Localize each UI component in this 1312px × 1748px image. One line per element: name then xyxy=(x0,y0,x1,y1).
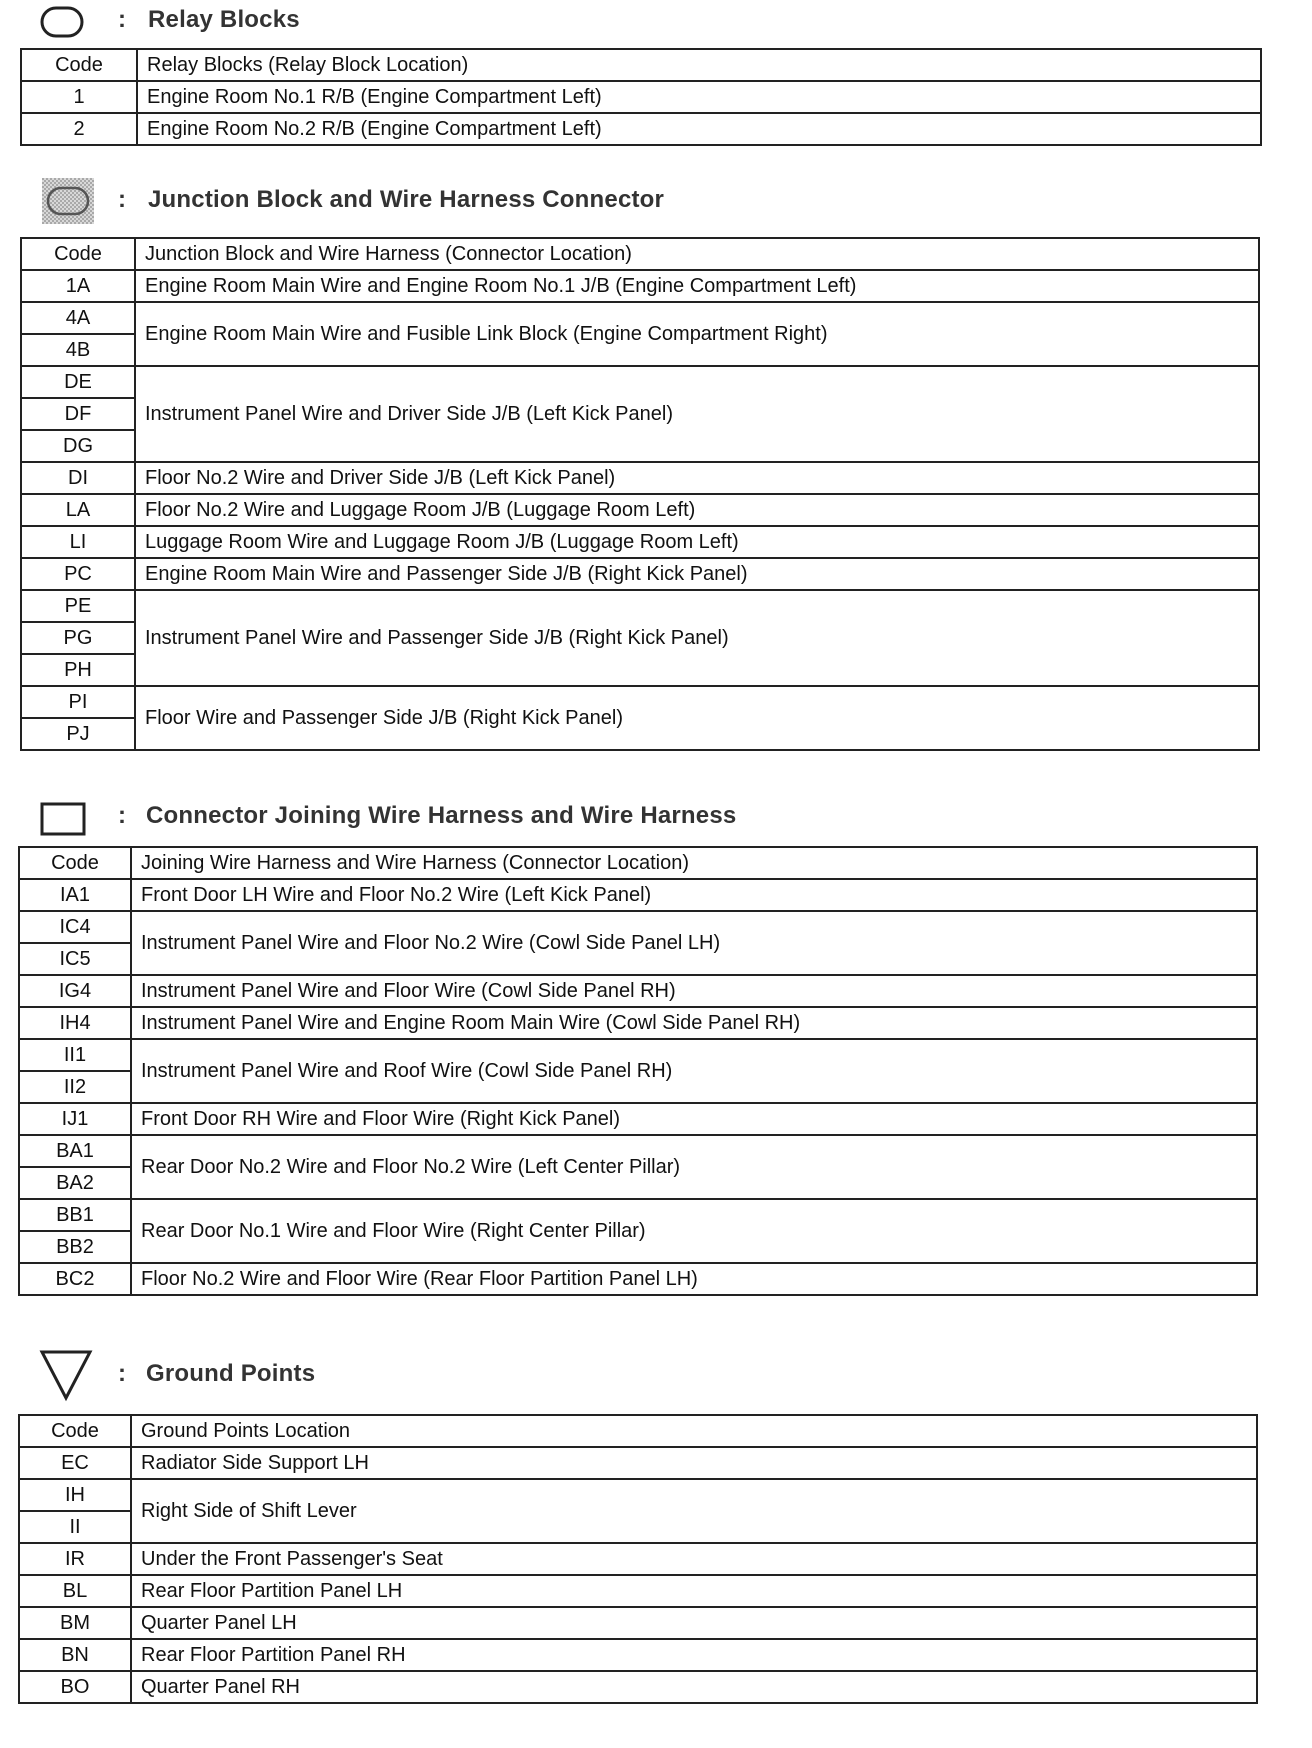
heading-colon: : xyxy=(118,186,126,213)
table-header-row xyxy=(21,238,1259,270)
row-desc: Quarter Panel RH xyxy=(131,1671,1257,1703)
row-code: DF xyxy=(21,398,135,430)
table-row xyxy=(21,462,1259,494)
row-code: IA1 xyxy=(19,879,131,911)
table-row xyxy=(19,1135,1257,1167)
row-code: IH xyxy=(19,1479,131,1511)
row-desc: Luggage Room Wire and Luggage Room J/B (Luggage Room Left) xyxy=(135,526,1259,558)
table-row xyxy=(21,270,1259,302)
row-desc: Rear Door No.1 Wire and Floor Wire (Right Center Pillar) xyxy=(131,1199,1257,1263)
section-heading-junction-block xyxy=(0,176,1312,222)
row-desc: Rear Floor Partition Panel RH xyxy=(131,1639,1257,1671)
row-desc: Instrument Panel Wire and Floor Wire (Cowl Side Panel RH) xyxy=(131,975,1257,1007)
section-title: Ground Points xyxy=(146,1360,316,1387)
row-code: PE xyxy=(21,590,135,622)
table-row xyxy=(19,1671,1257,1703)
header-code: Code xyxy=(21,49,137,81)
table-row xyxy=(21,366,1259,398)
row-code: BB2 xyxy=(19,1231,131,1263)
table-row xyxy=(19,1199,1257,1231)
row-code: IR xyxy=(19,1543,131,1575)
row-desc: Radiator Side Support LH xyxy=(131,1447,1257,1479)
ground-point-triangle-icon xyxy=(38,1348,94,1404)
header-desc: Joining Wire Harness and Wire Harness (Connector Location) xyxy=(131,847,1257,879)
table-row xyxy=(19,1543,1257,1575)
row-desc: Engine Room Main Wire and Fusible Link Block (Engine Compartment Right) xyxy=(135,302,1259,366)
row-code: PJ xyxy=(21,718,135,750)
table-row xyxy=(21,590,1259,622)
table-row xyxy=(19,1039,1257,1071)
table-row xyxy=(19,1447,1257,1479)
row-code: 4A xyxy=(21,302,135,334)
row-desc: Instrument Panel Wire and Driver Side J/B (Left Kick Panel) xyxy=(135,366,1259,462)
table-header-row xyxy=(21,49,1261,81)
row-code: BN xyxy=(19,1639,131,1671)
row-desc: Floor No.2 Wire and Luggage Room J/B (Luggage Room Left) xyxy=(135,494,1259,526)
row-code: PC xyxy=(21,558,135,590)
section-heading-connector xyxy=(0,796,1312,842)
section-title: Relay Blocks xyxy=(148,6,300,33)
table-row xyxy=(21,81,1261,113)
row-code: IC4 xyxy=(19,911,131,943)
table-row xyxy=(19,1575,1257,1607)
row-code: 1 xyxy=(21,81,137,113)
table-row xyxy=(21,302,1259,334)
row-desc: Engine Room No.1 R/B (Engine Compartment Left) xyxy=(137,81,1261,113)
row-code: II1 xyxy=(19,1039,131,1071)
row-desc: Floor No.2 Wire and Driver Side J/B (Left Kick Panel) xyxy=(135,462,1259,494)
row-code: BM xyxy=(19,1607,131,1639)
relay-blocks-table xyxy=(20,48,1262,146)
junction-block-table xyxy=(20,237,1260,751)
row-code: 1A xyxy=(21,270,135,302)
table-row xyxy=(21,113,1261,145)
row-code: DG xyxy=(21,430,135,462)
table-row xyxy=(19,1639,1257,1671)
row-desc: Rear Floor Partition Panel LH xyxy=(131,1575,1257,1607)
table-row xyxy=(19,1007,1257,1039)
row-desc: Front Door RH Wire and Floor Wire (Right Kick Panel) xyxy=(131,1103,1257,1135)
row-code: BC2 xyxy=(19,1263,131,1295)
row-code: IG4 xyxy=(19,975,131,1007)
header-desc: Ground Points Location xyxy=(131,1415,1257,1447)
table-row xyxy=(19,975,1257,1007)
ground-points-table xyxy=(18,1414,1258,1704)
table-row xyxy=(21,686,1259,718)
row-code: LI xyxy=(21,526,135,558)
table-header-row xyxy=(19,1415,1257,1447)
table-row xyxy=(19,1607,1257,1639)
header-code: Code xyxy=(21,238,135,270)
row-desc: Instrument Panel Wire and Engine Room Main Wire (Cowl Side Panel RH) xyxy=(131,1007,1257,1039)
heading-colon: : xyxy=(118,6,126,33)
connector-rectangle-icon xyxy=(40,802,86,836)
row-desc: Engine Room Main Wire and Passenger Side J/B (Right Kick Panel) xyxy=(135,558,1259,590)
connector-table xyxy=(18,846,1258,1296)
table-row xyxy=(19,1479,1257,1511)
row-desc: Instrument Panel Wire and Passenger Side J/B (Right Kick Panel) xyxy=(135,590,1259,686)
row-desc: Rear Door No.2 Wire and Floor No.2 Wire (Left Center Pillar) xyxy=(131,1135,1257,1199)
table-row xyxy=(19,879,1257,911)
row-desc: Quarter Panel LH xyxy=(131,1607,1257,1639)
row-code: IH4 xyxy=(19,1007,131,1039)
row-code: PG xyxy=(21,622,135,654)
row-desc: Floor No.2 Wire and Floor Wire (Rear Floor Partition Panel LH) xyxy=(131,1263,1257,1295)
section-title: Junction Block and Wire Harness Connector xyxy=(148,186,665,213)
row-code: IJ1 xyxy=(19,1103,131,1135)
row-code: PI xyxy=(21,686,135,718)
row-desc: Instrument Panel Wire and Floor No.2 Wire (Cowl Side Panel LH) xyxy=(131,911,1257,975)
header-code: Code xyxy=(19,847,131,879)
section-heading-ground-points xyxy=(0,1352,1312,1398)
section-title: Connector Joining Wire Harness and Wire Harness xyxy=(146,802,737,829)
row-desc: Under the Front Passenger's Seat xyxy=(131,1543,1257,1575)
relay-block-oval-icon xyxy=(40,6,84,38)
row-code: EC xyxy=(19,1447,131,1479)
table-row xyxy=(21,494,1259,526)
row-desc: Front Door LH Wire and Floor No.2 Wire (Left Kick Panel) xyxy=(131,879,1257,911)
row-code: BA1 xyxy=(19,1135,131,1167)
row-desc: Engine Room No.2 R/B (Engine Compartment Left) xyxy=(137,113,1261,145)
table-header-row xyxy=(19,847,1257,879)
row-code: 4B xyxy=(21,334,135,366)
section-heading-relay-blocks xyxy=(0,0,1312,46)
table-row xyxy=(19,911,1257,943)
row-code: II xyxy=(19,1511,131,1543)
row-code: BO xyxy=(19,1671,131,1703)
header-desc: Junction Block and Wire Harness (Connector Location) xyxy=(135,238,1259,270)
row-code: BL xyxy=(19,1575,131,1607)
row-code: BA2 xyxy=(19,1167,131,1199)
row-code: BB1 xyxy=(19,1199,131,1231)
heading-colon: : xyxy=(118,1360,126,1387)
row-desc: Engine Room Main Wire and Engine Room No.1 J/B (Engine Compartment Left) xyxy=(135,270,1259,302)
row-desc: Right Side of Shift Lever xyxy=(131,1479,1257,1543)
table-row xyxy=(21,526,1259,558)
junction-block-shaded-oval-icon xyxy=(40,176,96,226)
table-row xyxy=(19,1103,1257,1135)
row-code: 2 xyxy=(21,113,137,145)
row-code: PH xyxy=(21,654,135,686)
row-code: LA xyxy=(21,494,135,526)
row-code: DI xyxy=(21,462,135,494)
header-desc: Relay Blocks (Relay Block Location) xyxy=(137,49,1261,81)
row-desc: Instrument Panel Wire and Roof Wire (Cowl Side Panel RH) xyxy=(131,1039,1257,1103)
heading-colon: : xyxy=(118,802,126,829)
header-code: Code xyxy=(19,1415,131,1447)
row-code: IC5 xyxy=(19,943,131,975)
table-row xyxy=(19,1263,1257,1295)
row-desc: Floor Wire and Passenger Side J/B (Right Kick Panel) xyxy=(135,686,1259,750)
row-code: DE xyxy=(21,366,135,398)
table-row xyxy=(21,558,1259,590)
row-code: II2 xyxy=(19,1071,131,1103)
